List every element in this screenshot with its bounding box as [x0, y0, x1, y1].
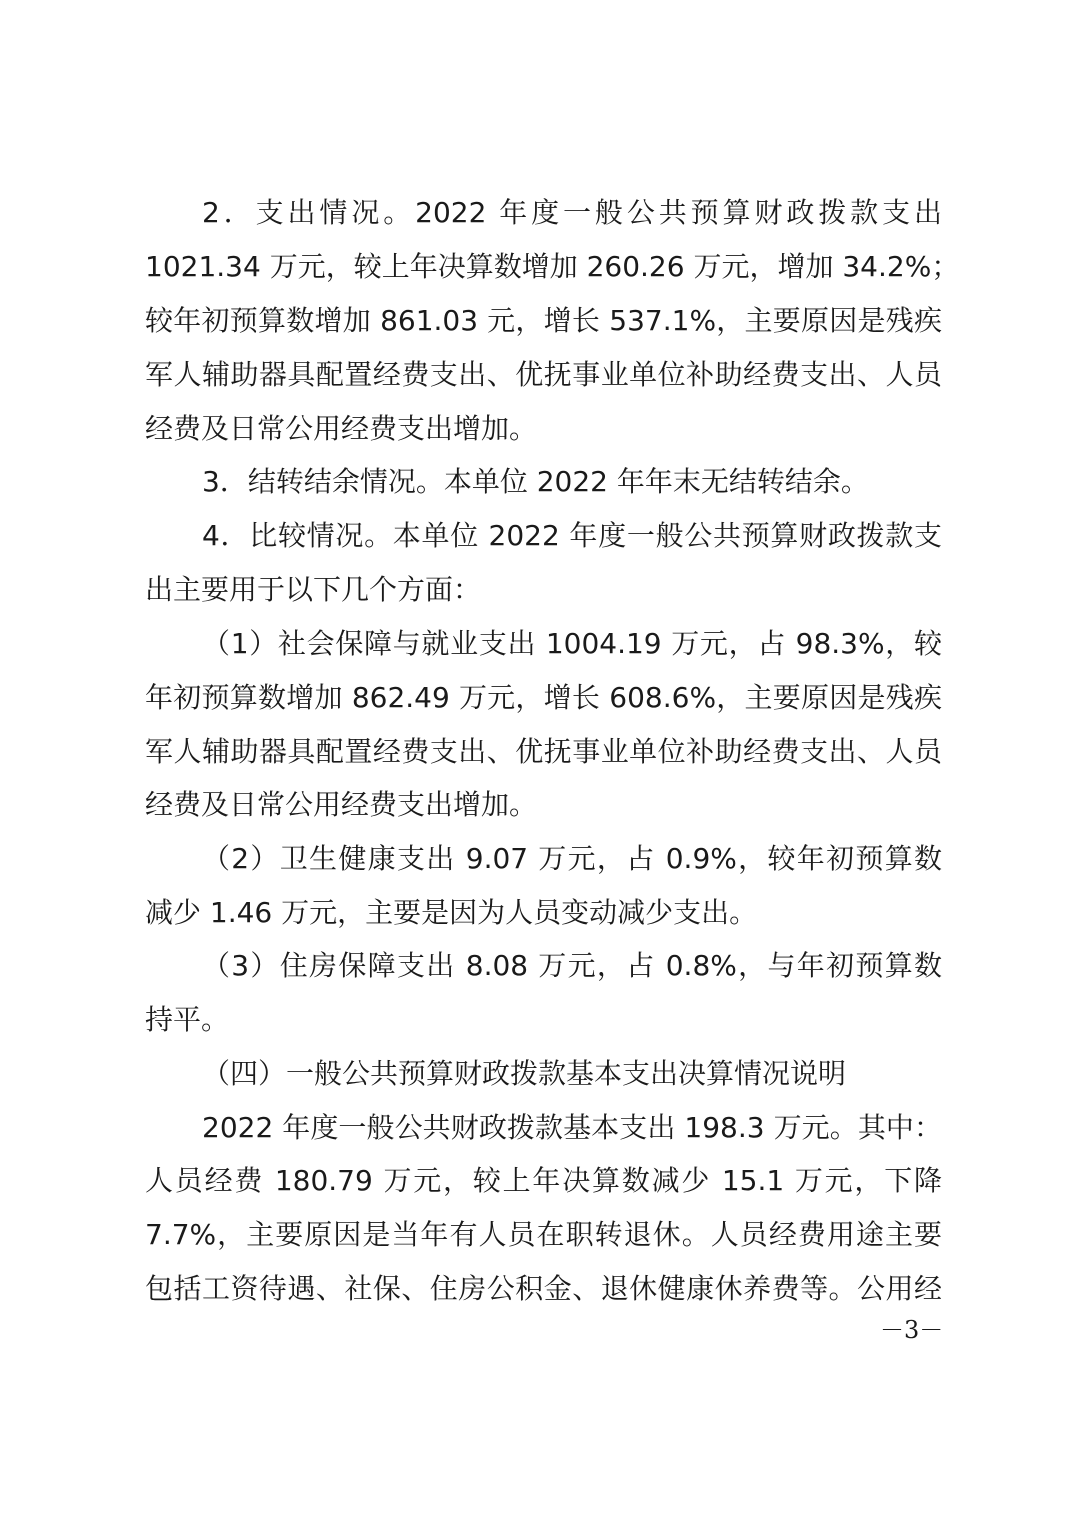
paragraph-line: 4．比较情况。本单位 2022 年度一般公共预算财政拨款支 — [202, 519, 942, 552]
paragraph-line: （2）卫生健康支出 9.07 万元，占 0.9%，较年初预算数 — [202, 842, 942, 875]
paragraph-line: 持平。 — [145, 1003, 230, 1036]
paragraph-line: 年初预算数增加 862.49 万元，增长 608.6%，主要原因是残疾 — [145, 681, 942, 714]
page-number: －3－ — [880, 1316, 944, 1344]
paragraph-line: 1021.34 万元，较上年决算数增加 260.26 万元，增加 34.2%； — [145, 250, 960, 283]
paragraph-line: 出主要用于以下几个方面： — [145, 573, 482, 606]
paragraph-line: 3．结转结余情况。本单位 2022 年年末无结转结余。 — [202, 465, 869, 498]
paragraph-line: 经费及日常公用经费支出增加。 — [145, 412, 538, 445]
paragraph-line: 2．支出情况。2022 年度一般公共预算财政拨款支出 — [202, 196, 942, 229]
paragraph-line: 人员经费 180.79 万元，较上年决算数减少 15.1 万元，下降 — [145, 1164, 942, 1197]
paragraph-line: （3）住房保障支出 8.08 万元，占 0.8%，与年初预算数 — [202, 949, 942, 982]
paragraph-line: 经费及日常公用经费支出增加。 — [145, 788, 538, 821]
paragraph-line: 2022 年度一般公共财政拨款基本支出 198.3 万元。其中： — [202, 1111, 942, 1144]
section-heading: （四）一般公共预算财政拨款基本支出决算情况说明 — [202, 1057, 847, 1090]
paragraph-line: 减少 1.46 万元，主要是因为人员变动减少支出。 — [145, 896, 758, 929]
paragraph-line: 包括工资待遇、社保、住房公积金、退休健康休养费等。公用经 — [145, 1272, 942, 1305]
paragraph-line: 7.7%，主要原因是当年有人员在职转退休。人员经费用途主要 — [145, 1218, 942, 1251]
paragraph-line: 较年初预算数增加 861.03 元，增长 537.1%，主要原因是残疾 — [145, 304, 942, 337]
paragraph-line: （1）社会保障与就业支出 1004.19 万元，占 98.3%，较 — [202, 627, 942, 660]
paragraph-line: 军人辅助器具配置经费支出、优抚事业单位补助经费支出、人员 — [145, 735, 942, 768]
paragraph-line: 军人辅助器具配置经费支出、优抚事业单位补助经费支出、人员 — [145, 358, 942, 391]
